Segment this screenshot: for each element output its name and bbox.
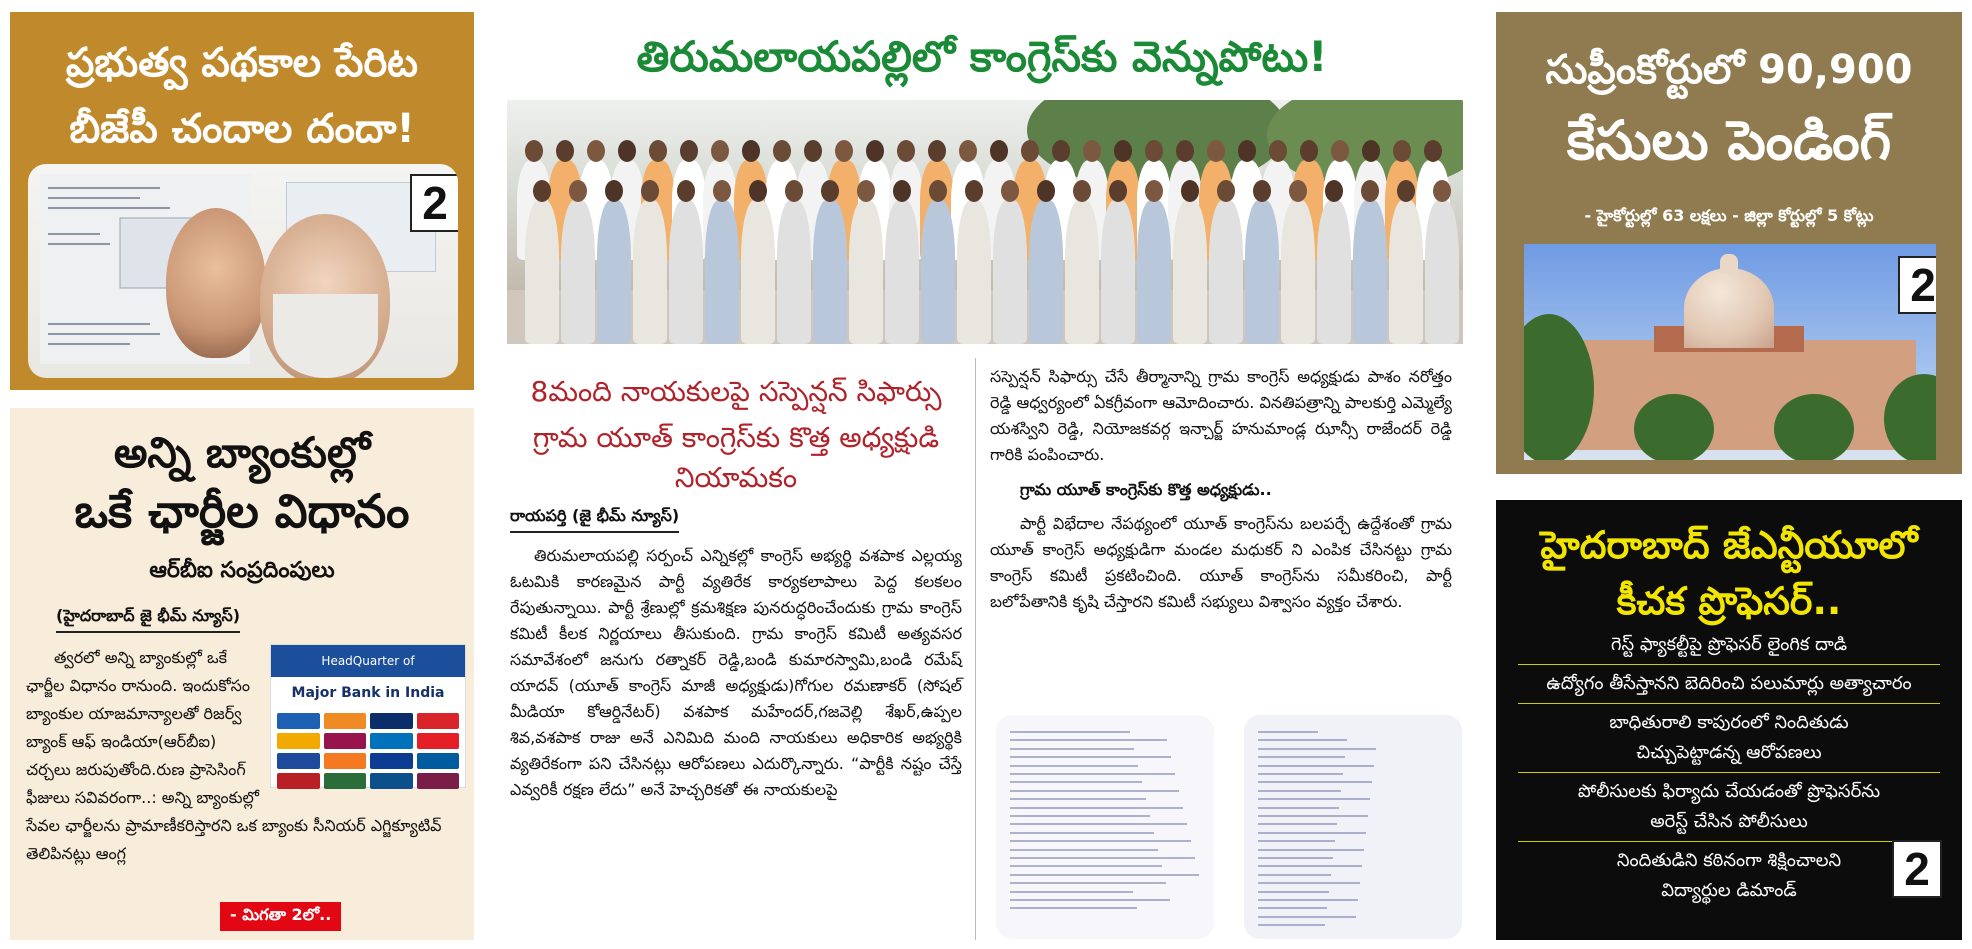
handwriting-stroke bbox=[1010, 857, 1195, 859]
person-head bbox=[866, 140, 884, 162]
person-body bbox=[1065, 200, 1099, 344]
person-body bbox=[1389, 200, 1423, 344]
person-head bbox=[1253, 180, 1271, 202]
court-dome bbox=[1684, 268, 1774, 348]
continued-on-page-tag[interactable]: - మిగతా 2లో.. bbox=[220, 902, 341, 931]
handwriting-stroke bbox=[1010, 891, 1133, 893]
person-head bbox=[1109, 180, 1127, 202]
center-dateline: రాయపర్తి (జై భీమ్ న్యూస్) bbox=[510, 506, 679, 533]
jntu-line-4: చిచ్చుపెట్టాడన్న ఆరోపణలు bbox=[1636, 742, 1822, 763]
handwriting-stroke bbox=[1258, 790, 1341, 792]
handwriting-stroke bbox=[1258, 765, 1374, 767]
person-body bbox=[561, 200, 595, 344]
page-reference-badge: 2 bbox=[410, 174, 458, 232]
handwriting-stroke bbox=[1258, 840, 1335, 842]
handwriting-stroke bbox=[1010, 798, 1146, 800]
jntu-headline-line1: హైదరాబాద్ జేఎన్టీయూలో bbox=[1540, 523, 1918, 567]
jntu-divider bbox=[1518, 703, 1940, 704]
handwriting-stroke bbox=[1258, 849, 1364, 851]
person-head bbox=[1300, 140, 1318, 162]
jntu-line-6: అరెస్ట్ చేసిన పోలీసులు bbox=[1650, 811, 1808, 832]
person-head bbox=[749, 180, 767, 202]
handwriting-stroke bbox=[1010, 781, 1142, 783]
handwriting-stroke bbox=[1010, 882, 1166, 884]
person-head bbox=[1393, 140, 1411, 162]
person-body bbox=[597, 200, 631, 344]
jntu-divider bbox=[1518, 664, 1940, 665]
bank-logo-icon bbox=[277, 773, 320, 789]
sc-subline: - హైకోర్టుల్లో 63 లక్షలు - జిల్లా కోర్టుల్లో 5 కోట్లు bbox=[1584, 206, 1874, 225]
sc-headline-line2: కేసులు పెండింగ్ bbox=[1566, 109, 1892, 172]
jntu-line-3: బాధితురాలి కాపురంలో నిందితుడు bbox=[1609, 712, 1849, 733]
jntu-line-2: ఉద్యోగం తీసేస్తానని బెదిరించి పలుమార్లు అత్యాచారం bbox=[1546, 673, 1912, 694]
handwriting-stroke bbox=[1010, 765, 1138, 767]
center-right-body-2: పార్టీ విభేదాల నేపథ్యంలో యూత్ కాంగ్రెస్‌ను బలపర్చే ఉద్దేశంతో గ్రామ యూత్ కాంగ్రెస్ అధ్యక్షుడిగా మండల మధుకర్ ని ఎంపిక చేసినట్టు గ్రామ కాంగ్రెస్ కమిటీ ప్రకటించింది. యూత్ కాంగ్రెస్‌ను సమీకరించి, పార్టీ బలోపేతానికి కృషి చేస్తారని కమిటీ సభ్యులు విశ్వాసం వ్యక్తం చేశారు. bbox=[990, 514, 1452, 611]
person-body bbox=[633, 200, 667, 344]
bank-logo-icon bbox=[324, 773, 367, 789]
person-head bbox=[1424, 140, 1442, 162]
handwriting-stroke bbox=[1258, 899, 1358, 901]
bank-logo-icon bbox=[417, 713, 460, 729]
handwriting-stroke bbox=[1258, 874, 1331, 876]
handwriting-stroke bbox=[1010, 840, 1191, 842]
person-body bbox=[1101, 200, 1135, 344]
bjp-headline-line2: బీజేపీ చందాల దందా! bbox=[69, 106, 415, 152]
jntu-line-8: విద్యార్థుల డిమాండ్ bbox=[1661, 880, 1797, 901]
tree bbox=[1774, 394, 1854, 460]
center-left-column bbox=[510, 372, 962, 803]
person-head bbox=[1289, 180, 1307, 202]
bank-logo-icon bbox=[417, 753, 460, 769]
handwritten-letter-image-1 bbox=[996, 715, 1214, 939]
bjp-headline-line1: ప్రభుత్వ పథకాల పేరిట bbox=[65, 40, 419, 86]
handwriting-stroke bbox=[1010, 748, 1134, 750]
person-head bbox=[1181, 180, 1199, 202]
person-head bbox=[857, 180, 875, 202]
person-head bbox=[1176, 140, 1194, 162]
jntu-line-1: గెస్ట్ ఫ్యాకల్టీపై ప్రొఫెసర్ లైంగిక దాడి bbox=[1610, 634, 1848, 655]
bjp-headline bbox=[20, 30, 464, 162]
person-head bbox=[897, 140, 915, 162]
person-head bbox=[1145, 140, 1163, 162]
handwriting-stroke bbox=[1258, 748, 1376, 750]
main-group-photo bbox=[507, 100, 1463, 344]
person-head bbox=[1037, 180, 1055, 202]
handwriting-stroke bbox=[1258, 832, 1366, 834]
person-head bbox=[1325, 180, 1343, 202]
person-body bbox=[1317, 200, 1351, 344]
person-head bbox=[1217, 180, 1235, 202]
person-head bbox=[990, 140, 1008, 162]
person-head bbox=[680, 140, 698, 162]
bank-logo-icon bbox=[417, 733, 460, 749]
person-body bbox=[705, 200, 739, 344]
center-heading-suspension: 8మంది నాయకులపై సస్పెన్షన్ సిఫార్సు bbox=[530, 375, 942, 408]
center-left-body: తిరుమలాయపల్లి సర్పంచ్ ఎన్నికల్లో కాంగ్రెస్ అభ్యర్థి వశపాక ఎల్లయ్య ఓటమికి కారణమైన పార్టీ వ్యతిరేక కార్యకలాపాలు పెద్ద కలకలం రేపుతున్నాయి. పార్టీ శ్రేణుల్లో క్రమశిక్షణ పునరుద్ధరించేందుకు గ్రామ కాంగ్రెస్ కమిటీ కీలక నిర్ణయాలు తీసుకుంది. గ్రామ కాంగ్రెస్ కమిటీ అత్యవసర సమావేశంలో జనుగు రత్నాకర్ రెడ్డి,బండి కుమారస్వామి,బండి రమేష్ యాదవ్ (యూత్ కాంగ్రెస్ మాజీ అధ్యక్షుడు)గోగుల రమణాకర్ (సోషల్ మీడియా కోఆర్డినేటర్) వశపాక మహేందర్,గజవెల్లి శేఖర్,ఉప్పల శివ,వశపాక రాజు అనే ఎనిమిది మంది నాయకులు అధికారిక అభ్యర్థికి వ్యతిరేకంగా పని చేసినట్లు ఆరోపణలు ఎదుర్కొన్నారు. “పార్టీకి నష్టం చేస్తే ఎవ్వరికీ రక్షణ లేదు” అనే హెచ్చరికతో ఈ నాయకులపై bbox=[510, 546, 962, 799]
court-cupola bbox=[1720, 254, 1738, 274]
handwriting-stroke bbox=[1258, 907, 1327, 909]
person-body bbox=[1209, 200, 1243, 344]
jntu-line-7: నిందితుడిని కఠినంగా శిక్షించాలని bbox=[1616, 850, 1842, 871]
person-body bbox=[885, 200, 919, 344]
person-head bbox=[1073, 180, 1091, 202]
person-head bbox=[1361, 180, 1379, 202]
person-head bbox=[525, 140, 543, 162]
bank-hq-infographic bbox=[270, 644, 466, 788]
bank-logo-icon bbox=[370, 733, 413, 749]
handwriting-stroke bbox=[1010, 739, 1167, 741]
handwriting-stroke bbox=[1010, 832, 1154, 834]
bank-logo-icon bbox=[277, 753, 320, 769]
bank-logo-icon bbox=[324, 733, 367, 749]
person-head bbox=[533, 180, 551, 202]
person-body bbox=[1173, 200, 1207, 344]
handwriting-stroke bbox=[1010, 849, 1158, 851]
handwriting-stroke bbox=[1258, 781, 1372, 783]
center-right-body-1: సస్పెన్షన్ సిఫార్సు చేసే తీర్మానాన్ని గ్రామ కాంగ్రెస్ అధ్యక్షుడు పాశం నరోత్తం రెడ్డి ఆధ్వర్యంలో ఏకగ్రీవంగా ఆమోదించారు. వినతిపత్రాన్ని పాలకుర్తి ఎమ్మెల్యే యశస్విని రెడ్డి, నియోజకవర్గ ఇన్చార్జ్ హనుమాండ్ల ఝాన్సీ రాజేందర్ రెడ్డి గారికి పంపించారు. bbox=[990, 367, 1452, 464]
person-body bbox=[1425, 200, 1459, 344]
person-body bbox=[849, 200, 883, 344]
handwriting-stroke bbox=[1010, 807, 1183, 809]
person-head bbox=[773, 140, 791, 162]
jntu-divider bbox=[1518, 772, 1940, 773]
infographic-title-1: HeadQuarter bbox=[321, 654, 400, 668]
infographic-title-3: Major Bank in India bbox=[291, 685, 445, 701]
handwriting-stroke bbox=[1258, 916, 1356, 918]
handwriting-stroke bbox=[1010, 874, 1199, 876]
person-head bbox=[1083, 140, 1101, 162]
bank-logo-icon bbox=[370, 773, 413, 789]
handwriting-stroke bbox=[1258, 798, 1370, 800]
bjp-story-box[interactable] bbox=[10, 12, 474, 390]
person-head bbox=[1001, 180, 1019, 202]
person-body bbox=[741, 200, 775, 344]
person-head bbox=[893, 180, 911, 202]
handwriting-stroke bbox=[1258, 773, 1343, 775]
jntu-story-box[interactable] bbox=[1496, 500, 1962, 940]
person-head bbox=[569, 180, 587, 202]
bank-subheading: ఆర్‌బీఐ సంప్రదింపులు bbox=[149, 558, 335, 583]
person-head bbox=[742, 140, 760, 162]
leader-portrait-2-beard bbox=[273, 294, 378, 378]
person-body bbox=[525, 200, 559, 344]
handwriting-stroke bbox=[1258, 739, 1347, 741]
jntu-headline-line2: కీచక ప్రొఫెసర్.. bbox=[1616, 579, 1842, 623]
person-body bbox=[1245, 200, 1279, 344]
center-right-subheading: గ్రామ యూత్ కాంగ్రెస్‌కు కొత్త అధ్యక్షుడు.. bbox=[1020, 480, 1272, 499]
bank-story-box[interactable] bbox=[10, 408, 474, 940]
handwriting-stroke bbox=[1258, 815, 1368, 817]
handwriting-stroke bbox=[1258, 823, 1337, 825]
person-head bbox=[618, 140, 636, 162]
person-head bbox=[711, 140, 729, 162]
leader-portrait-1 bbox=[166, 208, 266, 358]
person-head bbox=[821, 180, 839, 202]
person-body bbox=[957, 200, 991, 344]
bank-headline-line2: ఒకే ఛార్జీల విధానం bbox=[74, 484, 410, 538]
center-right-column bbox=[990, 364, 1452, 615]
handwriting-stroke bbox=[1010, 899, 1170, 901]
bank-logo-icon bbox=[324, 713, 367, 729]
handwriting-stroke bbox=[1010, 731, 1130, 733]
person-head bbox=[1433, 180, 1451, 202]
person-head bbox=[1397, 180, 1415, 202]
person-head bbox=[1114, 140, 1132, 162]
handwriting-stroke bbox=[1258, 882, 1360, 884]
person-body bbox=[1281, 200, 1315, 344]
bank-logo-icon bbox=[370, 753, 413, 769]
bjp-photo bbox=[28, 164, 458, 378]
person-head bbox=[1238, 140, 1256, 162]
jntu-summary-lines bbox=[1510, 630, 1948, 906]
bank-logo-icon bbox=[324, 753, 367, 769]
person-head bbox=[1269, 140, 1287, 162]
page-reference-badge: 2 bbox=[1898, 256, 1936, 314]
center-heading-youth-president: గ్రామ యూత్ కాంగ్రెస్‌కు కొత్త అధ్యక్షుడి నియామకం bbox=[532, 421, 940, 494]
court-building bbox=[1544, 340, 1916, 450]
person-head bbox=[1021, 140, 1039, 162]
bank-body bbox=[26, 644, 468, 868]
person-head bbox=[835, 140, 853, 162]
handwriting-stroke bbox=[1010, 865, 1162, 867]
supreme-court-story-box[interactable] bbox=[1496, 12, 1962, 474]
person-body bbox=[669, 200, 703, 344]
main-headline: తిరుమలాయపల్లిలో కాంగ్రెస్‌కు వెన్నుపోటు! bbox=[636, 32, 1328, 81]
person-head bbox=[928, 140, 946, 162]
person-body bbox=[777, 200, 811, 344]
person-body bbox=[1137, 200, 1171, 344]
person-head bbox=[556, 140, 574, 162]
bank-logo-icon bbox=[277, 733, 320, 749]
handwriting-stroke bbox=[1258, 807, 1339, 809]
supreme-court-photo bbox=[1524, 244, 1936, 460]
person-head bbox=[1331, 140, 1349, 162]
infographic-title-banner bbox=[271, 645, 465, 677]
jntu-line-5: పోలీసులకు ఫిర్యాదు చేయడంతో ప్రొఫెసర్‌ను bbox=[1577, 781, 1881, 802]
bank-body-text: త్వరలో అన్ని బ్యాంకుల్లో ఒకే ఛార్జీల విధానం రానుంది. ఇందుకోసం బ్యాంకుల యాజమాన్యాలతో రిజర్వ్ బ్యాంక్ ఆఫ్ ఇండియా(ఆర్‌బీఐ) చర్చలు జరుపుతోంది.రుణ ప్రాసెసింగ్ ఫీజులు సవివరంగా..: అన్ని బ్యాంకుల్లో సేవల ఛార్జీలను ప్రామాణీకరిస్తారని ఒక బ్యాంకు సీనియర్ ఎగ్జిక్యూటివ్ తెలిపినట్లు ఆంగ్ల bbox=[26, 648, 442, 863]
handwritten-letter-image-2 bbox=[1244, 715, 1462, 939]
jntu-divider bbox=[1518, 841, 1940, 842]
bank-logo-icon bbox=[370, 713, 413, 729]
person-head bbox=[785, 180, 803, 202]
person-head bbox=[713, 180, 731, 202]
bank-headline-line1: అన్ని బ్యాంకుల్లో bbox=[113, 428, 371, 477]
sc-headline-line1: సుప్రీంకోర్టులో 90,900 bbox=[1545, 47, 1913, 93]
handwriting-stroke bbox=[1258, 756, 1345, 758]
handwriting-stroke bbox=[1258, 857, 1333, 859]
handwriting-stroke bbox=[1258, 865, 1362, 867]
bank-logo-icon bbox=[417, 773, 460, 789]
handwriting-stroke bbox=[1010, 790, 1179, 792]
person-head bbox=[1207, 140, 1225, 162]
column-divider bbox=[975, 358, 976, 940]
person-head bbox=[677, 180, 695, 202]
person-head bbox=[605, 180, 623, 202]
person-head bbox=[965, 180, 983, 202]
handwriting-stroke bbox=[1010, 815, 1150, 817]
person-head bbox=[649, 140, 667, 162]
person-body bbox=[1029, 200, 1063, 344]
handwriting-stroke bbox=[1258, 924, 1325, 926]
person-head bbox=[641, 180, 659, 202]
person-head bbox=[587, 140, 605, 162]
person-body bbox=[993, 200, 1027, 344]
person-body bbox=[921, 200, 955, 344]
bank-dateline: (హైదరాబాద్ జై భీమ్ న్యూస్) bbox=[56, 606, 240, 633]
page-reference-badge: 2 bbox=[1892, 840, 1942, 898]
handwriting-stroke bbox=[1010, 756, 1171, 758]
handwriting-stroke bbox=[1010, 773, 1175, 775]
bank-logo-icon bbox=[277, 713, 320, 729]
person-head bbox=[959, 140, 977, 162]
person-head bbox=[1052, 140, 1070, 162]
person-head bbox=[929, 180, 947, 202]
person-body bbox=[1353, 200, 1387, 344]
handwriting-stroke bbox=[1258, 731, 1318, 733]
tree bbox=[1634, 394, 1714, 460]
handwriting-stroke bbox=[1010, 823, 1187, 825]
person-head bbox=[1362, 140, 1380, 162]
person-head bbox=[1145, 180, 1163, 202]
handwriting-stroke bbox=[1258, 891, 1329, 893]
handwriting-stroke bbox=[1010, 907, 1137, 909]
person-head bbox=[804, 140, 822, 162]
person-body bbox=[813, 200, 847, 344]
bank-logo-grid bbox=[271, 707, 465, 789]
infographic-title-2: of bbox=[403, 654, 415, 668]
